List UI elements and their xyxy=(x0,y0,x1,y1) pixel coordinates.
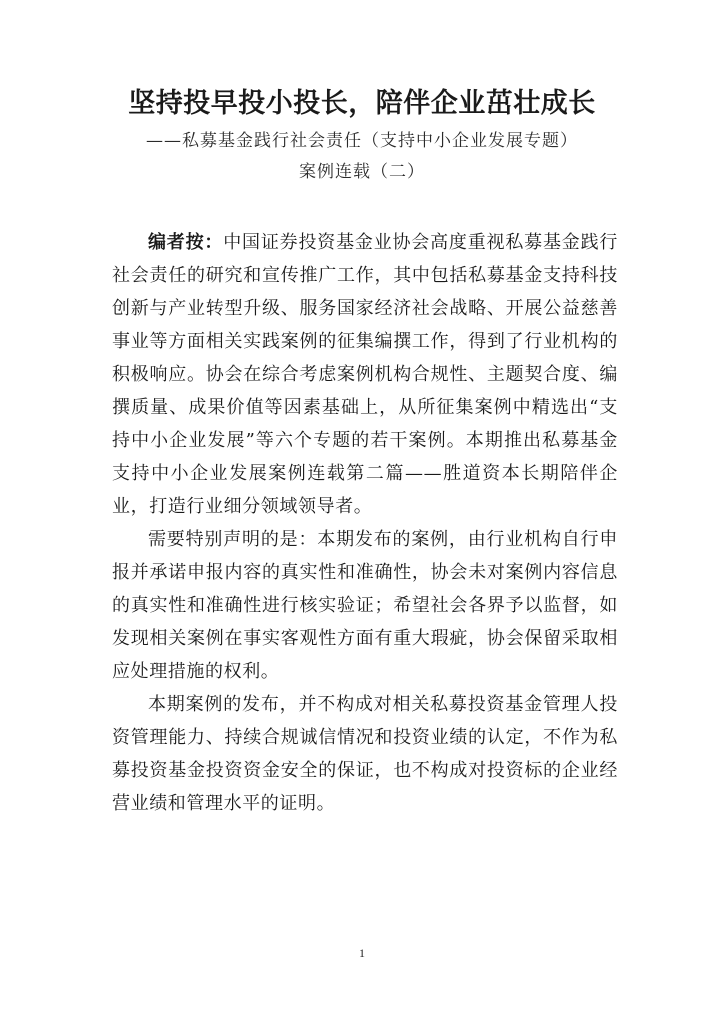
document-body xyxy=(112,226,618,820)
document-subtitle: ——私募基金践行社会责任（支持中小企业发展专题） xyxy=(146,131,578,151)
page-number: 1 xyxy=(359,946,365,960)
editor-note-label: 编者按： xyxy=(148,232,224,253)
editor-note-text: 中国证券投资基金业协会高度重视私募基金践行社会责任的研究和宣传推广工作，其中包括私募基金支持科技创新与产业转型升级、服务国家经济社会战略、开展公益慈善事业等方面相关实践案例的征集编撰工作，得到了行业机构的积极响应。协会在综合考虑案例机构合规性、主题契合度、编撰质量、成果价值等因素基础上，从所征集案例中精选出“支持中小企业发展”等六个专题的若干案例。本期推出私募基金支持中小企业发展案例连载第二篇——胜道资本长期陪伴企业，打造行业细分领域领导者。 xyxy=(112,232,618,517)
series-label: 案例连载（二） xyxy=(299,162,425,182)
document-title: 坚持投早投小投长，陪伴企业茁壮成长 xyxy=(128,88,596,119)
disclaimer-paragraph: 需要特别声明的是：本期发布的案例，由行业机构自行申报并承诺申报内容的真实性和准确性，协会未对案例内容信息的真实性和准确性进行核实验证；希望社会各界予以监督，如发现相关案例在事实客观性方面有重大瑕疵，协会保留采取相应处理措施的权利。 xyxy=(112,529,618,682)
editor-note-paragraph xyxy=(112,226,618,523)
non-endorsement-paragraph: 本期案例的发布，并不构成对相关私募投资基金管理人投资管理能力、持续合规诚信情况和投资业绩的认定，不作为私募投资基金投资资金安全的保证，也不构成对投资标的企业经营业绩和管理水平的证明。 xyxy=(112,694,618,814)
